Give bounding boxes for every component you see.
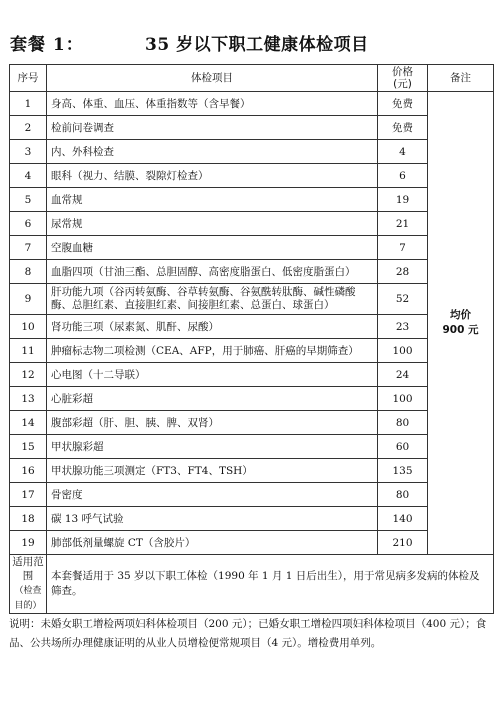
row-index: 6 <box>10 212 47 236</box>
table-row <box>10 411 494 435</box>
table-row <box>10 531 494 555</box>
row-item: 血脂四项（甘油三酯、总胆固醇、高密度脂蛋白、低密度脂蛋白） <box>47 260 378 284</box>
table-row <box>10 212 494 236</box>
table-row <box>10 339 494 363</box>
table-row <box>10 92 494 116</box>
row-price: 免费 <box>378 92 428 116</box>
row-price: 100 <box>378 339 428 363</box>
row-price: 28 <box>378 260 428 284</box>
page-title: 35 岁以下职工健康体检项目 <box>145 35 369 55</box>
row-price: 60 <box>378 435 428 459</box>
row-price: 6 <box>378 164 428 188</box>
table-row <box>10 315 494 339</box>
row-item: 空腹血糖 <box>47 236 378 260</box>
row-price: 80 <box>378 411 428 435</box>
table-row <box>10 483 494 507</box>
row-item: 尿常规 <box>47 212 378 236</box>
table-row <box>10 435 494 459</box>
average-price-note <box>428 92 494 555</box>
table-row <box>10 140 494 164</box>
row-price: 210 <box>378 531 428 555</box>
average-price-value: 900 元 <box>442 324 479 336</box>
column-header-price <box>378 65 428 92</box>
row-index: 12 <box>10 363 47 387</box>
row-price: 52 <box>378 284 428 315</box>
table-row <box>10 507 494 531</box>
column-header-index: 序号 <box>10 65 47 92</box>
row-price: 135 <box>378 459 428 483</box>
row-price: 19 <box>378 188 428 212</box>
row-item: 心脏彩超 <box>47 387 378 411</box>
table-row <box>10 116 494 140</box>
row-index: 18 <box>10 507 47 531</box>
row-item: 肾功能三项（尿素氮、肌酐、尿酸） <box>47 315 378 339</box>
row-index: 11 <box>10 339 47 363</box>
row-price: 23 <box>378 315 428 339</box>
row-index: 14 <box>10 411 47 435</box>
row-item: 内、外科检查 <box>47 140 378 164</box>
row-price: 7 <box>378 236 428 260</box>
page-header <box>10 30 490 58</box>
row-index: 10 <box>10 315 47 339</box>
row-item: 腹部彩超（肝、胆、胰、脾、双肾） <box>47 411 378 435</box>
row-item: 骨密度 <box>47 483 378 507</box>
row-index: 9 <box>10 284 47 315</box>
row-price: 免费 <box>378 116 428 140</box>
row-item: 血常规 <box>47 188 378 212</box>
row-item: 碳 13 呼气试验 <box>47 507 378 531</box>
table-row <box>10 363 494 387</box>
scope-description: 本套餐适用于 35 岁以下职工体检（1990 年 1 月 1 日后出生），用于常见病多发病的体检及筛查。 <box>47 555 494 614</box>
table-row <box>10 387 494 411</box>
row-item: 肝功能九项（谷丙转氨酶、谷草转氨酶、谷氨酰转肽酶、碱性磷酸酶、总胆红素、直接胆红素、间接胆红素、总蛋白、球蛋白） <box>47 284 378 315</box>
row-index: 7 <box>10 236 47 260</box>
row-item: 甲状腺彩超 <box>47 435 378 459</box>
row-index: 3 <box>10 140 47 164</box>
scope-label <box>10 555 47 614</box>
scope-label-line1: 适用范围 <box>12 556 44 582</box>
average-price-label: 均价 <box>450 309 471 321</box>
column-header-price-line2: (元) <box>393 78 412 90</box>
row-price: 21 <box>378 212 428 236</box>
row-item: 身高、体重、血压、体重指数等（含早餐） <box>47 92 378 116</box>
table-row <box>10 188 494 212</box>
column-header-note: 备注 <box>428 65 494 92</box>
row-index: 13 <box>10 387 47 411</box>
footnote: 说明：未婚女职工增检两项妇科体检项目（200 元）；已婚女职工增检四项妇科体检项目（400 元）；食品、公共场所办理健康证明的从业人员增检便常规项目（4 元）。增检费用单列。 <box>9 618 487 649</box>
row-index: 5 <box>10 188 47 212</box>
row-item: 心电图（十二导联） <box>47 363 378 387</box>
package-label: 套餐 1： <box>10 35 84 55</box>
row-index: 17 <box>10 483 47 507</box>
table-row <box>10 164 494 188</box>
row-item: 肺部低剂量螺旋 CT（含胶片） <box>47 531 378 555</box>
table-row <box>10 459 494 483</box>
table-row <box>10 284 494 315</box>
table-row <box>10 260 494 284</box>
row-item: 检前问卷调查 <box>47 116 378 140</box>
row-item: 甲状腺功能三项测定（FT3、FT4、TSH） <box>47 459 378 483</box>
column-header-item: 体检项目 <box>47 65 378 92</box>
row-index: 16 <box>10 459 47 483</box>
row-price: 4 <box>378 140 428 164</box>
row-index: 15 <box>10 435 47 459</box>
row-index: 4 <box>10 164 47 188</box>
row-index: 1 <box>10 92 47 116</box>
row-index: 2 <box>10 116 47 140</box>
exam-items-table <box>9 64 494 614</box>
row-price: 80 <box>378 483 428 507</box>
table-row <box>10 236 494 260</box>
table-header-row <box>10 65 494 92</box>
scope-label-line2: （检查目的） <box>14 586 42 611</box>
row-index: 8 <box>10 260 47 284</box>
row-price: 24 <box>378 363 428 387</box>
row-price: 100 <box>378 387 428 411</box>
column-header-price-line1: 价格 <box>392 66 413 78</box>
row-item: 眼科（视力、结膜、裂隙灯检查） <box>47 164 378 188</box>
row-price: 140 <box>378 507 428 531</box>
scope-row <box>10 555 494 614</box>
row-item: 肿瘤标志物二项检测（CEA、AFP，用于肺癌、肝癌的早期筛查） <box>47 339 378 363</box>
row-index: 19 <box>10 531 47 555</box>
